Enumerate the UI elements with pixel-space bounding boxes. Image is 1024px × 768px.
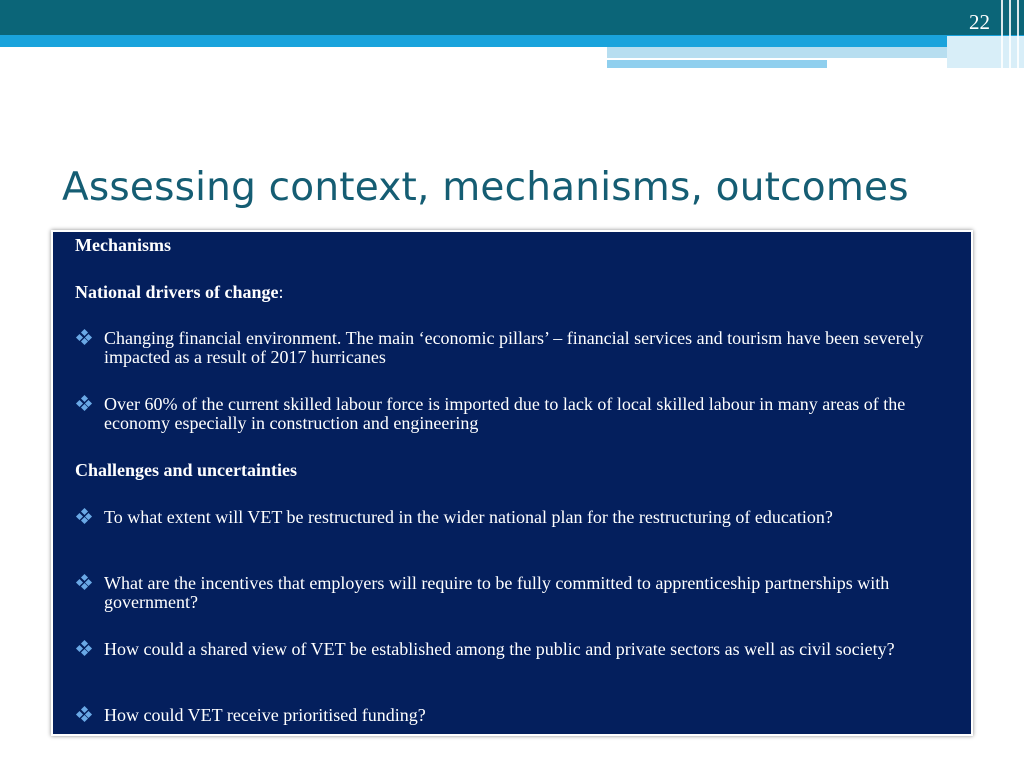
- header-band-dark: [0, 0, 1024, 36]
- header-divider-line: [1017, 0, 1019, 68]
- list-item: [75, 706, 963, 725]
- section-label: Mechanisms: [75, 235, 171, 255]
- drivers-heading-colon: :: [278, 282, 284, 302]
- list-item-text: What are the incentives that employers will require to be fully committed to apprenticeship partnerships with government?: [104, 573, 890, 612]
- list-item-text: Changing financial environment. The main ‘economic pillars’ – financial services and tourism have been severely impacted as a result of 2017 hurricanes: [104, 328, 924, 367]
- content-panel: [51, 230, 973, 736]
- header-corner-block: [947, 36, 1024, 68]
- four-diamond-bullet-icon: [77, 509, 91, 523]
- list-item: [75, 508, 963, 527]
- header-divider-line: [1009, 0, 1011, 68]
- list-item-text: How could VET receive prioritised funding?: [104, 705, 426, 725]
- four-diamond-bullet-icon: [77, 396, 91, 410]
- slide-number: 22: [969, 10, 990, 34]
- header-band-bright: [0, 35, 1024, 47]
- list-item-text: To what extent will VET be restructured in the wider national plan for the restructuring of education?: [104, 507, 833, 527]
- list-item: [75, 395, 963, 433]
- four-diamond-bullet-icon: [77, 707, 91, 721]
- four-diamond-bullet-icon: [77, 641, 91, 655]
- four-diamond-bullet-icon: [77, 575, 91, 589]
- drivers-heading: National drivers of change: [75, 282, 279, 302]
- slide-title: Assessing context, mechanisms, outcomes: [62, 165, 909, 210]
- four-diamond-bullet-icon: [77, 330, 91, 344]
- drivers-heading-line: [75, 283, 963, 302]
- list-item-text: Over 60% of the current skilled labour force is imported due to lack of local skilled labour in many areas of the economy especially in construction and engineering: [104, 394, 906, 433]
- header-divider-line: [1001, 0, 1003, 68]
- header-band-light: [607, 47, 947, 58]
- list-item: [75, 329, 963, 367]
- list-item: [75, 640, 963, 659]
- list-item: [75, 574, 963, 612]
- header-band-light-secondary: [607, 60, 827, 68]
- challenges-heading: Challenges and uncertainties: [75, 460, 298, 480]
- list-item-text: How could a shared view of VET be established among the public and private sectors as well as civil society?: [104, 639, 895, 659]
